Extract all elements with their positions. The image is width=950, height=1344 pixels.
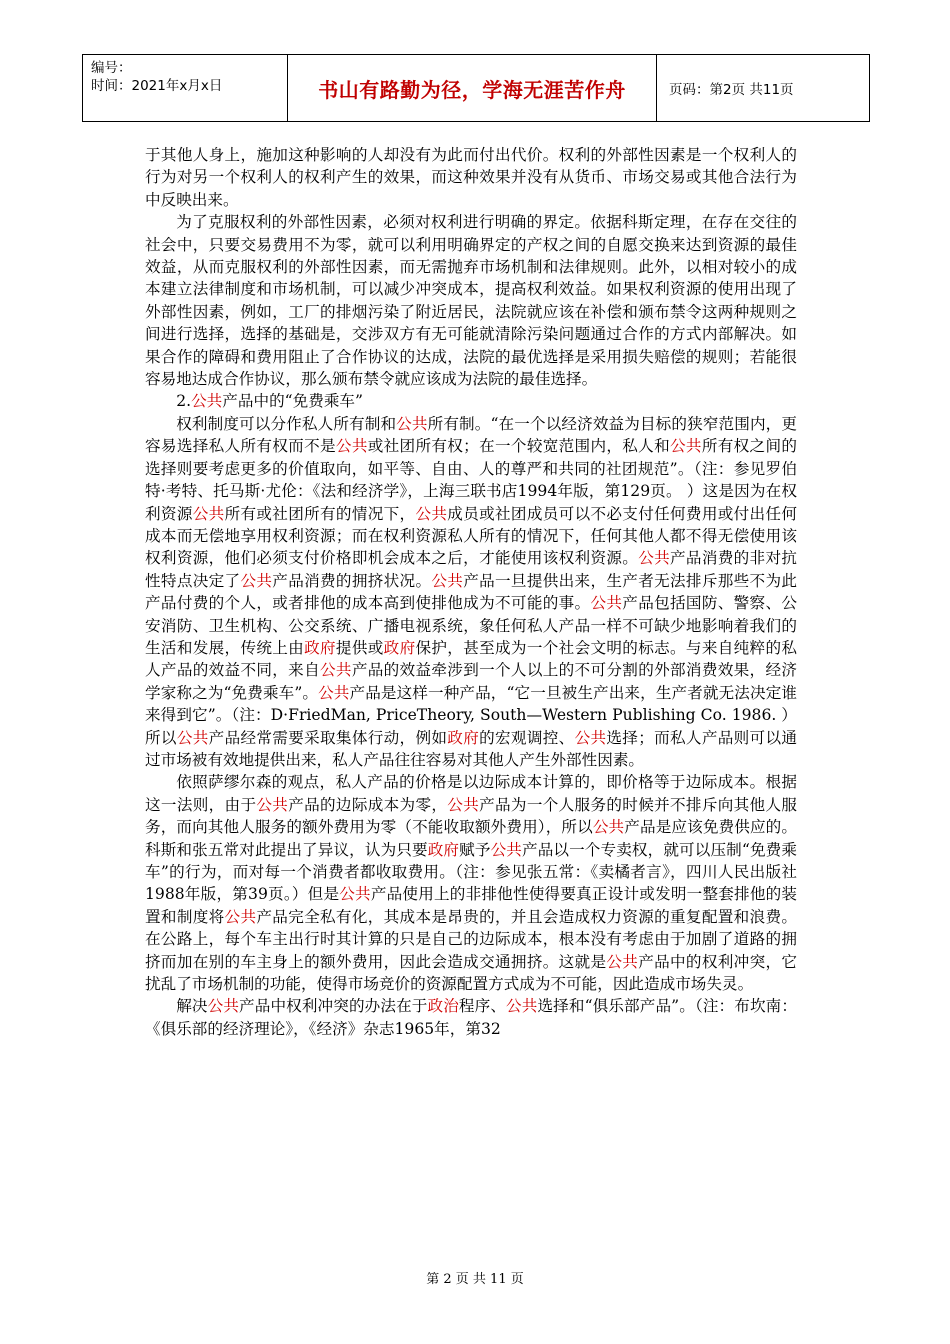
- header-page-info: 页码：第2页 共11页: [669, 82, 794, 98]
- highlighted-term: 公共: [207, 997, 240, 1016]
- header-motto: 书山有路勤为径，学海无涯苦作舟: [288, 55, 657, 121]
- document-body: [145, 144, 797, 1040]
- highlighted-term: 公共: [447, 795, 480, 814]
- highlighted-term: 公共: [256, 795, 289, 814]
- highlighted-term: 公共: [192, 504, 225, 523]
- text-segment: 权利制度可以分作私人所有制和: [176, 414, 397, 433]
- text-segment: 赋予: [459, 840, 491, 859]
- text-segment: 程序、: [458, 997, 507, 1016]
- text-segment: 于其他人身上，施加这种影响的人却没有为此而付出代价。权利的外部性因素是一个权利人的行为对另一个权利人的权利产生的效果，而这种效果并没有从货币、市场交易或其他合法行为中反映出来。: [145, 146, 797, 209]
- text-segment: 产品中的权利冲突，它扰乱了市场机制的功能，使得市场竞价的资源配置方式成为不可能，因此造成市场失灵。: [145, 952, 797, 994]
- text-segment: 产品经常需要采取集体行动，例如: [208, 728, 448, 747]
- text-segment: 产品消费的拥挤状况。: [272, 571, 432, 590]
- text-segment: 或社团所有权；在一个较宽范围内，私人和: [367, 437, 670, 456]
- text-segment: 所有制。“在一个以经济效益为目标的狭窄范围内，更容易选择私人所有权而不是: [145, 414, 797, 456]
- highlighted-term: 公共: [506, 997, 538, 1016]
- highlighted-term: 公共: [240, 571, 273, 590]
- highlighted-term: 公共: [574, 728, 607, 747]
- highlighted-term: 公共: [318, 683, 350, 702]
- text-segment: 产品是这样一种产品，“它一旦被生产出来，生产者就无法决定谁来得到它”。（注：D·FriedMan, PriceTheory, South—Western Publishing Co. 1986. ）所以: [145, 683, 797, 747]
- highlighted-term: 政府: [427, 840, 460, 859]
- text-segment: 依照萨缪尔森的观点，私人产品的价格是以边际成本计算的，即价格等于边际成本。根据这一法则，由于: [145, 773, 797, 814]
- highlighted-term: 公共: [490, 840, 522, 859]
- number-label: 编号：: [91, 60, 132, 76]
- text-segment: 选择和“俱乐部产品”。（注：布坎南：《俱乐部的经济理论》，《经济》杂志1965年，第32: [145, 997, 797, 1038]
- text-segment: 产品使用上的非排他性使得要真正设计或发明一整套排他的装置和制度将: [145, 885, 797, 926]
- text-segment: 的宏观调控、: [479, 728, 575, 747]
- paragraph-p1: [145, 144, 797, 211]
- time-label: 时间：2021年x月x日: [91, 78, 223, 94]
- text-segment: 成员或社团成员可以不必支付任何费用或付出任何成本而无偿地享用权利资源；而在权利资源私人所有的情况下，任何其他人都不得无偿使用该权利资源，他们必须支付价格即机会成本之后，才能使用该权利资源。: [145, 504, 797, 568]
- highlighted-term: 公共: [670, 437, 702, 456]
- text-segment: 产品是应该免费供应的。科斯和张五常对此提出了异议，认为只要: [145, 818, 797, 859]
- highlighted-term: 公共: [590, 594, 623, 613]
- highlighted-term: 公共: [431, 571, 464, 590]
- highlighted-term: 公共: [415, 504, 448, 523]
- text-segment: 产品的效益牵涉到一个人以上的不可分割的外部消费效果，经济学家称之为“免费乘车”。: [145, 661, 797, 702]
- header-meta: [83, 55, 288, 121]
- highlighted-term: 政府: [304, 638, 336, 657]
- text-segment: 产品中的“免费乘车”: [222, 392, 363, 411]
- text-segment: 产品一旦提供出来，生产者无法排斥那些不为此产品付费的个人，或者排他的成本高到使排他成为不可能的事。: [145, 571, 797, 613]
- highlighted-term: 公共: [396, 414, 428, 433]
- text-segment: 提供或: [335, 638, 384, 657]
- text-segment: 2.: [176, 392, 192, 411]
- text-segment: 为了克服权利的外部性因素，必须对权利进行明确的界定。依据科斯定理，在存在交往的社会中，只要交易费用不为零，就可以利用明确界定的产权之间的自愿交换来达到资源的最佳效益，从而克服权利的外部性因素，而无需抛弃市场机制和法律规则。此外，以相对较小的成本建立法律制度和市场机制，可以减少冲突成本，提高权利效益。如果权利资源的使用出现了外部性因素，例如，工厂的排烟污染了附近居民，法院就应该在补偿和颁布禁令这两种规则之间进行选择，选择的基础是，交涉双方有无可能就清除污染问题通过合作的方式内部解决。如果合作的障碍和费用阻止了合作协议的达成，法院的最优选择是采用损失赔偿的规则；若能很容易地达成合作协议，那么颁布禁令就应该成为法院的最佳选择。: [145, 213, 797, 389]
- paragraph-p5: [145, 771, 797, 995]
- text-segment: 产品的边际成本为零，: [288, 795, 448, 814]
- document-header: [82, 54, 870, 122]
- text-segment: 选择；而私人产品则可以通过市场被有效地提供出来，私人产品往往容易对其他人产生外部性因素。: [145, 728, 797, 769]
- highlighted-term: 政府: [383, 638, 416, 657]
- highlighted-term: 公共: [335, 437, 368, 456]
- highlighted-term: 政府: [447, 728, 480, 747]
- highlighted-term: 公共: [224, 907, 257, 926]
- text-segment: 产品为一个人服务的时候并不排斥向其他人服务，而向其他人服务的额外费用为零（不能收取额外费用），所以: [145, 795, 797, 837]
- highlighted-term: 公共: [339, 885, 371, 904]
- paragraph-p6: [145, 995, 797, 1040]
- highlighted-term: 公共: [592, 818, 625, 837]
- highlighted-term: 政治: [427, 997, 459, 1016]
- text-segment: 产品消费的非对抗性特点决定了: [145, 549, 797, 590]
- paragraph-p3: [145, 390, 797, 412]
- text-segment: 产品以一个专卖权，就可以压制“免费乘车”的行为，而对每一个消费者都收取费用。（注：参见张五常：《卖橘者言》，四川人民出版社1988年版，第39页。）但是: [145, 840, 797, 904]
- highlighted-term: 公共: [176, 728, 209, 747]
- paragraph-p2: [145, 211, 797, 390]
- text-segment: 所有或社团所有的情况下，: [224, 504, 416, 523]
- text-segment: 产品中权利冲突的办法在于: [239, 997, 428, 1016]
- text-segment: 解决: [176, 997, 208, 1016]
- paragraph-p4: [145, 413, 797, 772]
- highlighted-term: 公共: [191, 392, 223, 411]
- text-segment: 产品包括国防、警察、公安消防、卫生机构、公交系统、广播电视系统，象任何私人产品一样不可缺少地影响着我们的生活和发展，传统上由: [145, 594, 797, 657]
- highlighted-term: 公共: [320, 661, 352, 680]
- highlighted-term: 公共: [606, 952, 639, 971]
- highlighted-term: 公共: [638, 549, 671, 568]
- text-segment: 保护，甚至成为一个社会文明的标志。与来自纯粹的私人产品的效益不同，来自: [145, 638, 797, 680]
- page-footer: 第 2 页 共 11 页: [426, 1272, 524, 1287]
- text-segment: 产品完全私有化，其成本是昂贵的，并且会造成权力资源的重复配置和浪费。在公路上，每个车主出行时其计算的只是自己的边际成本，根本没有考虑由于加剧了道路的拥挤而加在别的车主身上的额外费用，因此会造成交通拥挤。这就是: [145, 907, 797, 971]
- text-segment: 所有权之间的选择则要考虑更多的价值取向，如平等、自由、人的尊严和共同的社团规范”。（注：参见罗伯特·考特、托马斯·尤伦：《法和经济学》，上海三联书店1994年版，第129页。 ）这是因为在权利资源: [145, 437, 797, 523]
